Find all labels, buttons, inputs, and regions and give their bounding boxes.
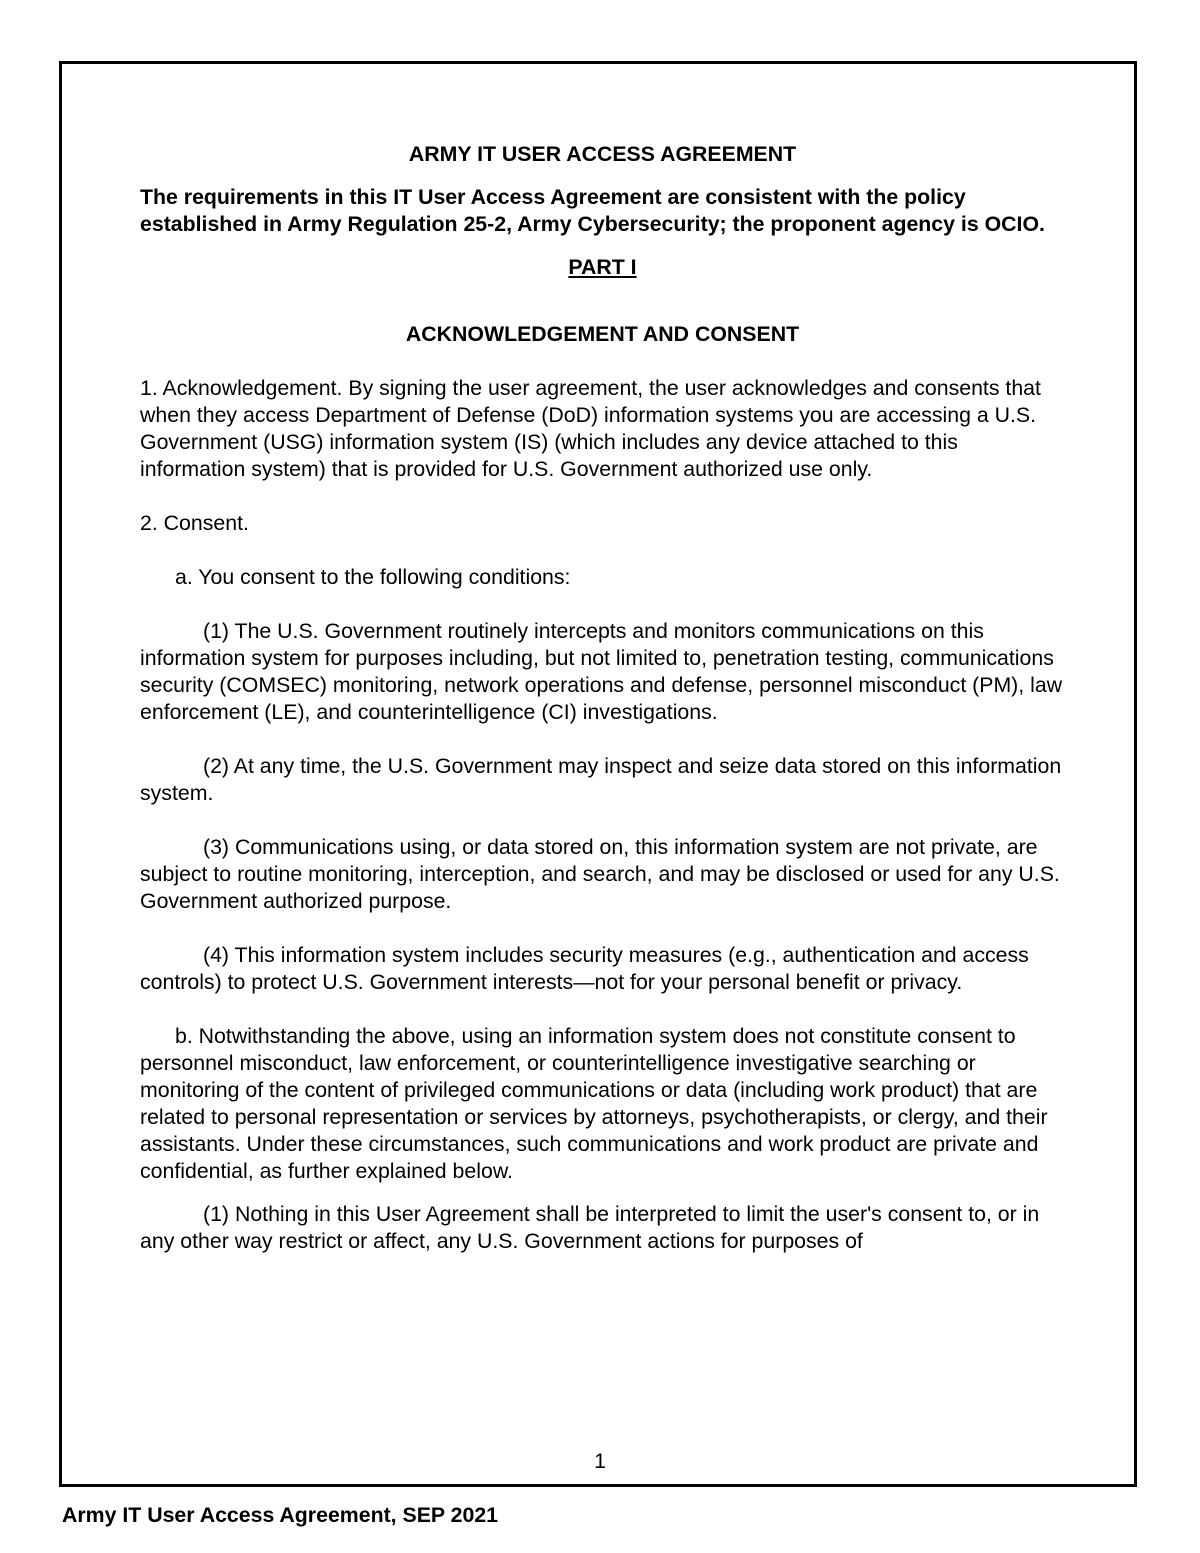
page-number: 1: [594, 1449, 606, 1473]
paragraph-1-acknowledgement: 1. Acknowledgement. By signing the user agreement, the user acknowledges and consents that when they access Department of Defense (DoD) information systems you are accessing a U.S. Government (USG) information system (IS) (which includes any device attached to this information system) that is provided for U.S. Government authorized use only.: [140, 376, 1041, 481]
document-title: ARMY IT USER ACCESS AGREEMENT: [408, 142, 797, 166]
paragraph-2a: a. You consent to the following conditions:: [175, 565, 571, 589]
paragraph-2-consent: 2. Consent.: [140, 511, 249, 535]
paragraph-2a-2: (2) At any time, the U.S. Government may inspect and seize data stored on this information system.: [140, 754, 1062, 805]
document-footer: Army IT User Access Agreement, SEP 2021: [62, 1503, 499, 1527]
paragraph-2b: b. Notwithstanding the above, using an information system does not constitute consent to personnel misconduct, law enforcement, or counterintelligence investigative searching or monitoring of the content of privileged communications or data (including work product) that are related to personal representation or services by attorneys, psychotherapists, or clergy, and their assistants. Under these circumstances, such communications and work product are private and confidential, as further explained below.: [140, 1024, 1048, 1183]
section-heading: ACKNOWLEDGEMENT AND CONSENT: [405, 322, 800, 346]
document-body: [140, 141, 1065, 1282]
paragraph-2b-1: (1) Nothing in this User Agreement shall be interpreted to limit the user's consent to, or in any other way restrict or affect, any U.S. Government actions for purposes of: [140, 1202, 1040, 1253]
paragraph-2a-3: (3) Communications using, or data stored on, this information system are not private, are subject to routine monitoring, interception, and search, and may be disclosed or used for any U.S. Government authorized purpose.: [140, 835, 1060, 913]
paragraph-2a-1: (1) The U.S. Government routinely intercepts and monitors communications on this information system for purposes including, but not limited to, penetration testing, communications security (COMSEC) monitoring, network operations and defense, personnel misconduct (PM), law enforcement (LE), and counterintelligence (CI) investigations.: [140, 619, 1063, 724]
intro-paragraph: The requirements in this IT User Access Agreement are consistent with the policy established in Army Regulation 25-2, Army Cybersecurity; the proponent agency is OCIO.: [140, 185, 1045, 236]
paragraph-2a-4: (4) This information system includes security measures (e.g., authentication and access controls) to protect U.S. Government interests—not for your personal benefit or privacy.: [140, 943, 1029, 994]
part-label: PART I: [568, 255, 637, 279]
